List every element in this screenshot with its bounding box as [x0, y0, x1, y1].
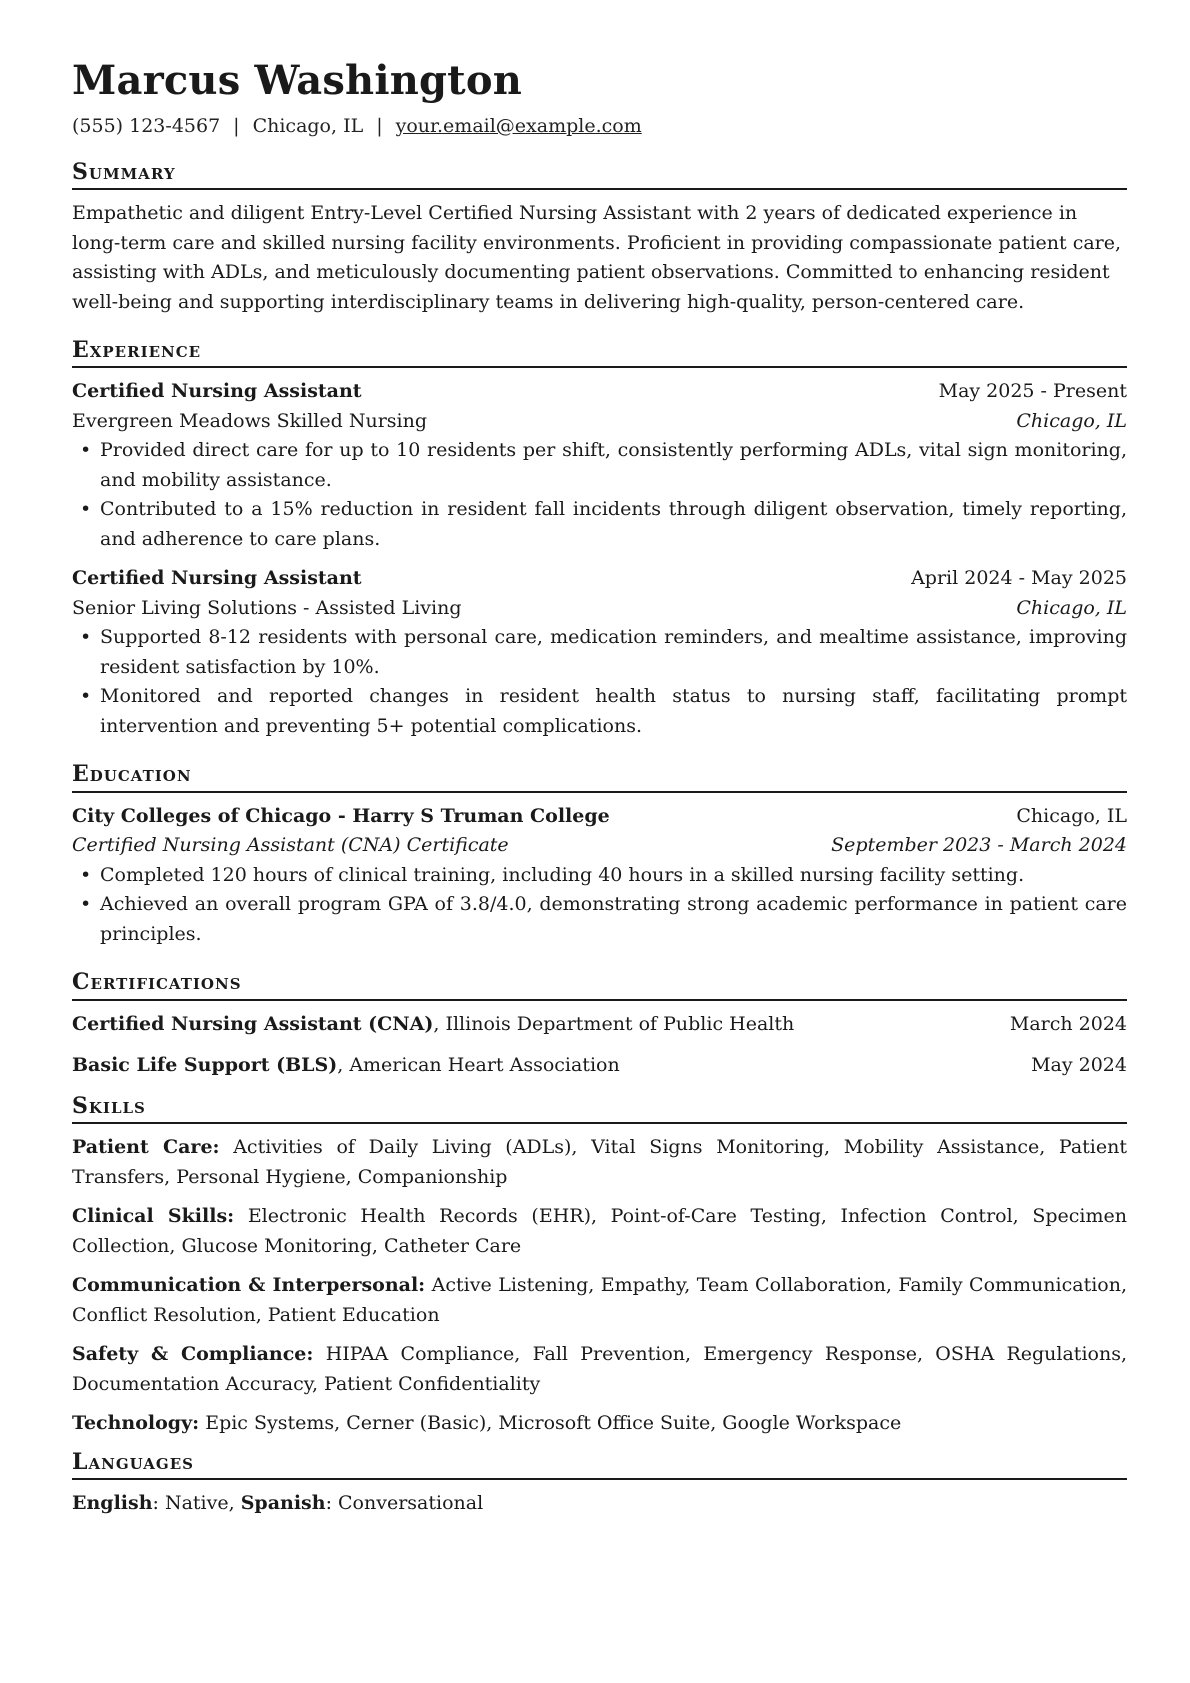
certification-label: [72, 1051, 620, 1081]
education-bullets: [72, 861, 1127, 950]
phone-number: (555) 123-4567: [72, 115, 221, 137]
skill-list: Electronic Health Records (EHR), Point-of-Care Testing, Infection Control, Specimen Collection, Glucose Monitoring, Catheter Care: [72, 1205, 1127, 1257]
section-title-certifications: Certifications: [72, 969, 1127, 1000]
job-bullets: [72, 623, 1127, 741]
certification-date: March 2024: [1009, 1012, 1127, 1035]
experience-entry: [72, 377, 1127, 554]
candidate-name: Marcus Washington: [72, 57, 523, 104]
certification-name: Certified Nursing Assistant (CNA): [72, 1012, 434, 1035]
experience-section: [72, 337, 1127, 741]
section-title-summary: Summary: [72, 159, 1127, 190]
language-name: Spanish: [240, 1492, 326, 1515]
skill-label: Technology:: [72, 1412, 200, 1435]
bullet-item: • Contributed to a 15% reduction in resident fall incidents through diligent observation, timely reporting, and adherence to care plans.: [72, 495, 1127, 554]
job-dates: April 2024 - May 2025: [911, 567, 1127, 590]
section-title-education: Education: [72, 761, 1127, 792]
program-dates: September 2023 - March 2024: [831, 834, 1127, 857]
summary-text: Empathetic and diligent Entry-Level Certified Nursing Assistant with 2 years of dedicated experience in long-term care and skilled nursing facility environments. Proficient in providing compassionate patient care, assisting with ADLs, and meticulously documenting patient observations. Committed to enhancing resident well-being and supporting interdisciplinary teams in delivering high-quality, person-centered care.: [72, 202, 1122, 313]
contact-separator: |: [376, 115, 383, 137]
bullet-item: • Completed 120 hours of clinical training, including 40 hours in a skilled nursing facility setting.: [72, 861, 1127, 891]
job-header-row: [72, 564, 1127, 594]
skill-label: Communication & Interpersonal:: [72, 1274, 426, 1297]
school-location: Chicago, IL: [1016, 804, 1127, 827]
email-link[interactable]: your.email@example.com: [395, 115, 642, 137]
contact-line: [72, 114, 1127, 139]
skill-list: HIPAA Compliance, Fall Prevention, Emergency Response, OSHA Regulations, Documentation Accuracy, Patient Confidentiality: [72, 1343, 1127, 1395]
skill-group: [72, 1409, 1127, 1439]
certification-item: [72, 1010, 1127, 1040]
skill-list: Epic Systems, Cerner (Basic), Microsoft Office Suite, Google Workspace: [199, 1412, 902, 1435]
program-row: [72, 831, 1127, 861]
experience-entry: [72, 564, 1127, 741]
section-title-experience: Experience: [72, 337, 1127, 368]
skill-group: [72, 1133, 1127, 1192]
certification-issuer: , Illinois Department of Public Health: [433, 1012, 795, 1035]
contact-separator: |: [233, 115, 240, 137]
bullet-item: • Achieved an overall program GPA of 3.8/4.0, demonstrating strong academic performance in patient care principles.: [72, 890, 1127, 949]
job-org-row: [72, 407, 1127, 437]
location: Chicago, IL: [252, 115, 364, 137]
section-title-skills: Skills: [72, 1093, 1127, 1124]
job-org-row: [72, 594, 1127, 624]
job-title: Certified Nursing Assistant: [72, 380, 362, 403]
job-title: Certified Nursing Assistant: [72, 567, 362, 590]
summary-section: [72, 159, 1127, 317]
language-name: English: [72, 1492, 153, 1515]
school-row: [72, 802, 1127, 832]
bullet-item: • Supported 8-12 residents with personal care, medication reminders, and mealtime assistance, improving resident satisfaction by 10%.: [72, 623, 1127, 682]
job-header-row: [72, 377, 1127, 407]
job-bullets: [72, 436, 1127, 554]
skill-group: [72, 1271, 1127, 1330]
certifications-section: [72, 969, 1127, 1080]
certification-label: [72, 1010, 794, 1040]
skill-label: Safety & Compliance:: [72, 1343, 314, 1366]
skill-list: Active Listening, Empathy, Team Collaboration, Family Communication, Conflict Resolution, Patient Education: [72, 1274, 1128, 1326]
bullet-item: • Provided direct care for up to 10 residents per shift, consistently performing ADLs, vital sign monitoring, and mobility assistance.: [72, 436, 1127, 495]
school-name: City Colleges of Chicago - Harry S Truman College: [72, 804, 610, 827]
employer: Evergreen Meadows Skilled Nursing: [72, 409, 427, 432]
certification-date: May 2024: [1031, 1054, 1127, 1077]
job-dates: May 2025 - Present: [938, 380, 1127, 403]
languages-line: [72, 1489, 1127, 1519]
language-level: : Native,: [152, 1492, 241, 1515]
employer: Senior Living Solutions - Assisted Living: [72, 596, 462, 619]
skills-section: [72, 1093, 1127, 1439]
skill-list: Activities of Daily Living (ADLs), Vital Signs Monitoring, Mobility Assistance, Patient Transfers, Personal Hygiene, Companionship: [72, 1136, 1127, 1188]
certification-item: [72, 1051, 1127, 1081]
certification-name: Basic Life Support (BLS): [72, 1054, 338, 1077]
job-location: Chicago, IL: [1016, 596, 1127, 619]
bullet-item: • Monitored and reported changes in resident health status to nursing staff, facilitating prompt intervention and preventing 5+ potential complications.: [72, 682, 1127, 741]
language-level: : Conversational: [325, 1492, 484, 1515]
program-name: Certified Nursing Assistant (CNA) Certificate: [72, 834, 509, 857]
certification-issuer: , American Heart Association: [337, 1054, 620, 1077]
skill-label: Clinical Skills:: [72, 1205, 235, 1228]
education-section: [72, 761, 1127, 949]
skill-group: [72, 1340, 1127, 1399]
skill-group: [72, 1202, 1127, 1261]
job-location: Chicago, IL: [1016, 409, 1127, 432]
section-title-languages: Languages: [72, 1449, 1127, 1480]
languages-section: [72, 1449, 1127, 1519]
skill-label: Patient Care:: [72, 1136, 220, 1159]
